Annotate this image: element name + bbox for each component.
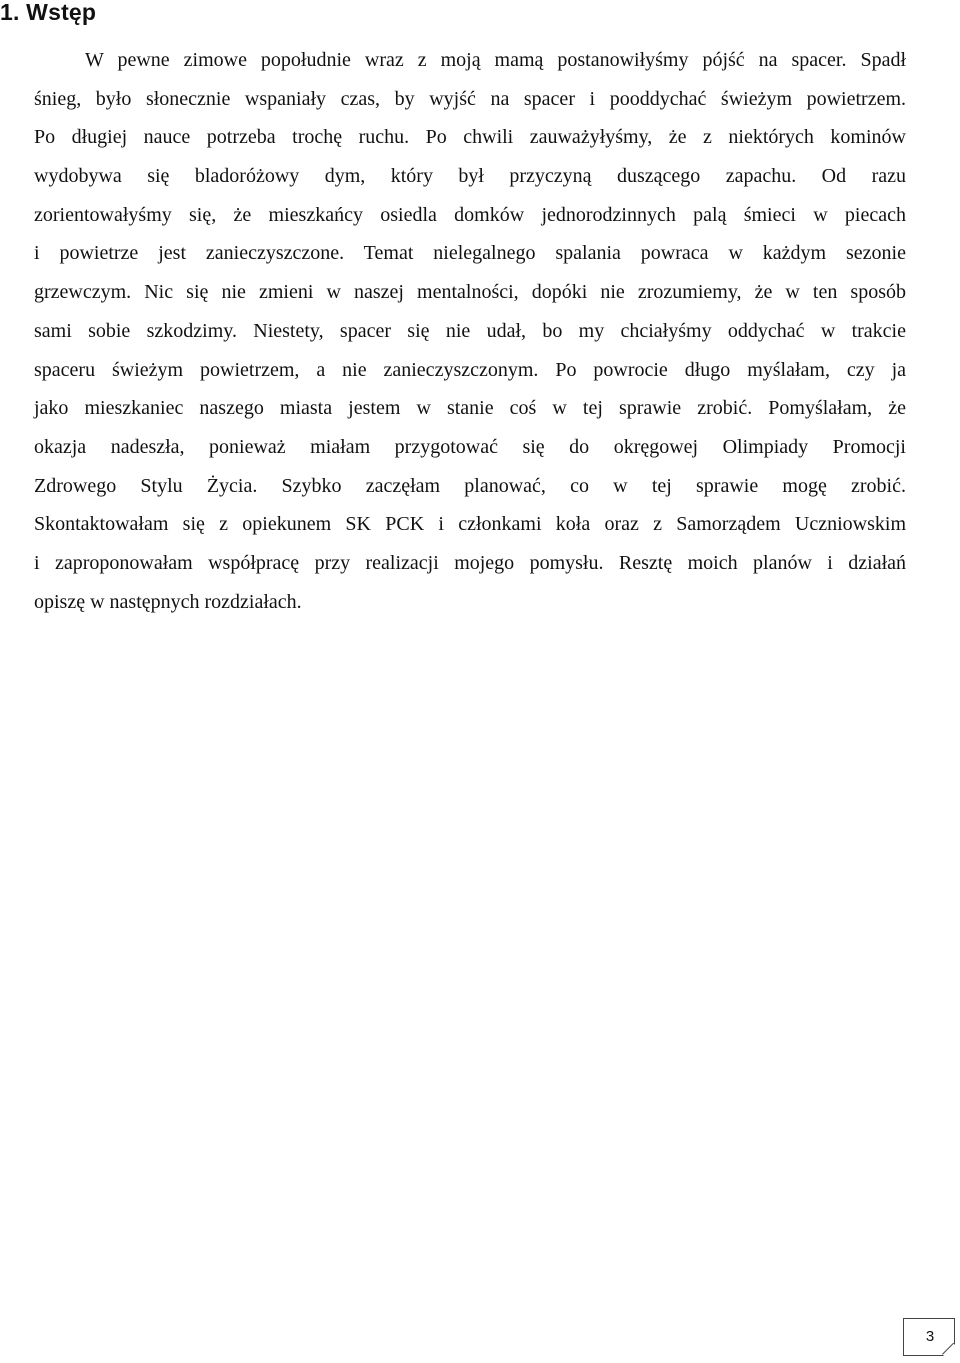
paragraph-line: grzewczym. Nic się nie zmieni w naszej mentalności, dopóki nie zrozumiemy, że w ten sposób (34, 281, 906, 304)
folded-corner-icon (942, 1343, 954, 1355)
paragraph-line: W pewne zimowe popołudnie wraz z moją mamą postanowiłyśmy pójść na spacer. Spadł (85, 49, 906, 71)
paragraph-line: i powietrze jest zanieczyszczone. Temat nielegalnego spalania powraca w każdym sezonie (34, 242, 906, 265)
paragraph-line: śnieg, było słonecznie wspaniały czas, by wyjść na spacer i pooddychać świeżym powietrzem. (34, 87, 906, 110)
paragraph-line: okazja nadeszła, ponieważ miałam przygotować się do okręgowej Olimpiady Promocji (34, 435, 906, 458)
page-number: 3 (925, 1328, 935, 1345)
section-heading: 1. Wstęp (0, 0, 97, 25)
paragraph-line: wydobywa się bladoróżowy dym, który był przyczyną duszącego zapachu. Od razu (34, 165, 906, 188)
paragraph-line: Skontaktowałam się z opiekunem SK PCK i członkami koła oraz z Samorządem Uczniowskim (34, 513, 906, 536)
paragraph-line: Po długiej nauce potrzeba trochę ruchu. Po chwili zauważyłyśmy, że z niektórych kominów (34, 126, 906, 149)
intro-paragraph (34, 41, 906, 621)
page-number-box (903, 1318, 955, 1356)
paragraph-line: opiszę w następnych rozdziałach. (34, 590, 302, 613)
paragraph-line: Zdrowego Stylu Życia. Szybko zaczęłam planować, co w tej sprawie mogę zrobić. (34, 474, 906, 497)
paragraph-line: sami sobie szkodzimy. Niestety, spacer się nie udał, bo my chciałyśmy oddychać w trakcie (34, 319, 906, 342)
paragraph-line: zorientowałyśmy się, że mieszkańcy osiedla domków jednorodzinnych palą śmieci w piecach (34, 203, 906, 226)
paragraph-line: jako mieszkaniec naszego miasta jestem w stanie coś w tej sprawie zrobić. Pomyślałam, że (34, 397, 906, 420)
paragraph-line: i zaproponowałam współpracę przy realizacji mojego pomysłu. Resztę moich planów i działań (34, 551, 906, 574)
paragraph-line: spaceru świeżym powietrzem, a nie zanieczyszczonym. Po powrocie długo myślałam, czy ja (34, 358, 906, 381)
